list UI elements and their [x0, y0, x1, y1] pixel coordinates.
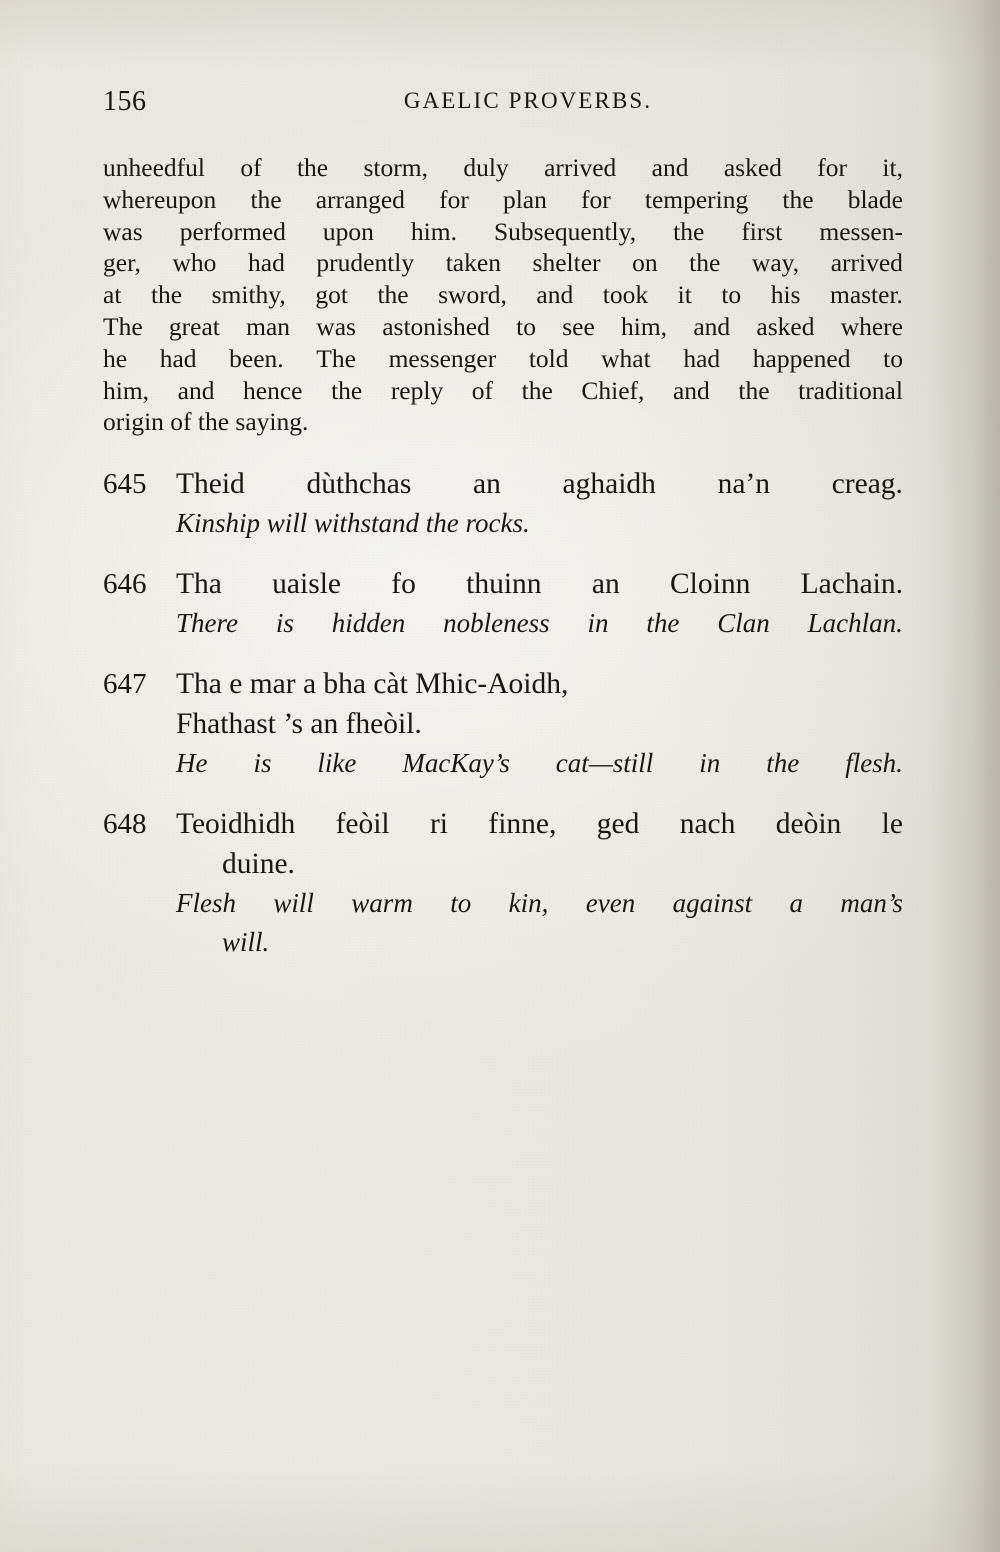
proverb-entry-645 — [103, 464, 903, 543]
prose-line: origin of the saying. — [103, 407, 309, 437]
page-number: 156 — [103, 86, 147, 117]
proverb-lines — [176, 804, 903, 962]
prose-line: was performed upon him. Subsequently, the first messen- — [103, 216, 903, 246]
proverb-lines — [176, 664, 903, 783]
proverb-gaelic-line: Tha uaisle fo thuinn an Cloinn Lachain. — [176, 568, 903, 601]
proverb-entry-648 — [103, 804, 903, 962]
prose-line: at the smithy, got the sword, and took it to his master. — [103, 280, 903, 310]
proverb-lines — [176, 464, 903, 543]
prose-line: ger, who had prudently taken shelter on the way, arrived — [103, 248, 903, 278]
proverb-translation-line: He is like MacKay’s cat—still in the flesh. — [176, 748, 903, 779]
proverb-number: 647 — [103, 668, 147, 701]
proverb-gaelic-line: Teoidhidh feòil ri finne, ged nach deòin le — [176, 808, 903, 841]
proverb-number: 646 — [103, 568, 147, 601]
prose-line: unheedful of the storm, duly arrived and asked for it, — [103, 153, 903, 182]
proverb-lines — [176, 564, 903, 643]
body-paragraph — [103, 152, 903, 438]
proverb-translation-line: will. — [222, 927, 270, 958]
running-title: GAELIC PROVERBS. — [403, 88, 653, 113]
proverb-entry-646 — [103, 564, 903, 643]
prose-line: him, and hence the reply of the Chief, and the traditional — [103, 375, 903, 405]
prose-line: whereupon the arranged for plan for tempering the blade — [103, 184, 903, 214]
proverb-gaelic-line: Tha e mar a bha càt Mhic-Aoidh, — [176, 668, 569, 701]
proverb-translation-line: Flesh will warm to kin, even against a man’s — [176, 888, 903, 919]
proverb-list — [103, 464, 903, 962]
proverb-translation-line: There is hidden nobleness in the Clan Lachlan. — [176, 608, 903, 639]
proverb-gaelic-line: Theid dùthchas an aghaidh na’n creag. — [176, 468, 903, 501]
proverb-gaelic-line: Fhathast ’s an fheòil. — [176, 708, 422, 741]
prose-line: The great man was astonished to see him, and asked where — [103, 311, 903, 341]
prose-line: he had been. The messenger told what had happened to — [103, 343, 903, 373]
page-content — [103, 0, 903, 983]
proverb-number: 648 — [103, 808, 147, 841]
scan-shadow-bottom — [0, 1462, 1000, 1552]
proverb-translation-line: Kinship will withstand the rocks. — [176, 508, 530, 539]
proverb-gaelic-line: duine. — [222, 848, 295, 881]
scan-shadow-right — [930, 0, 1000, 1552]
proverb-entry-647 — [103, 664, 903, 783]
running-head — [103, 86, 903, 148]
proverb-number: 645 — [103, 468, 147, 501]
